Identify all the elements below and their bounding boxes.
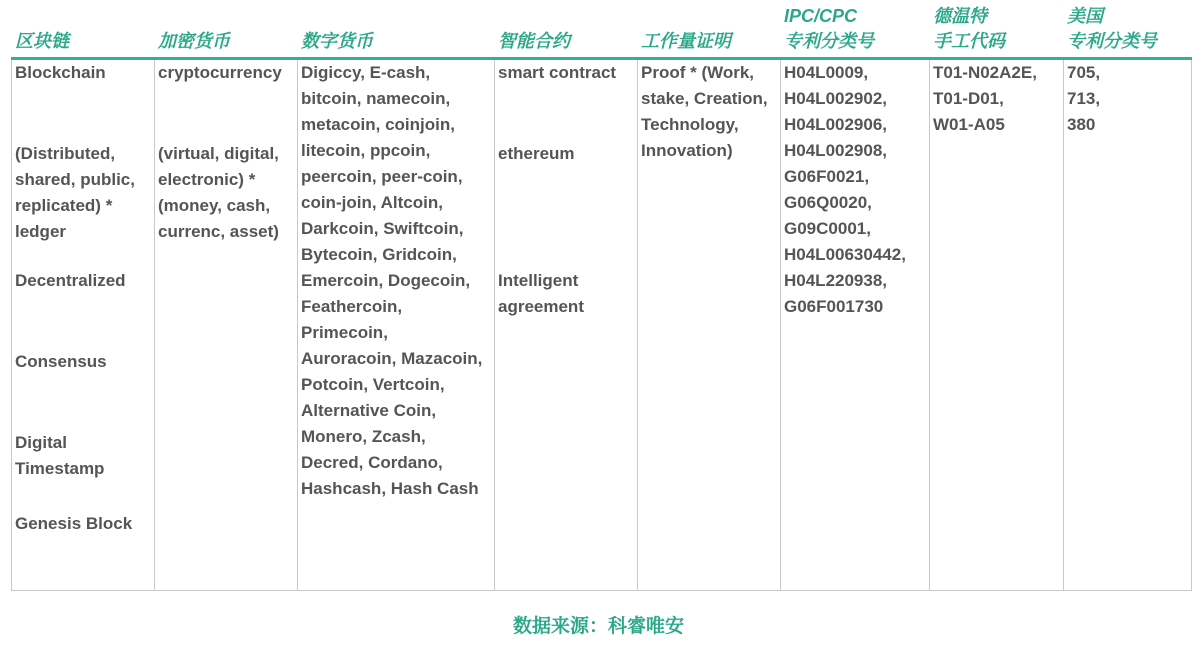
cell-genesis-block: Genesis Block [15, 514, 133, 533]
column-proof-of-work [638, 60, 781, 590]
column-digital-currency [298, 60, 495, 590]
header-ipc-cpc: IPC/CPC 专利分类号 [784, 6, 874, 51]
table-bottom-border [11, 590, 1192, 591]
column-blockchain [11, 60, 155, 590]
column-cryptocurrency [155, 60, 298, 590]
header-smart-contract: 智能合约 [498, 31, 570, 51]
header-cryptocurrency: 加密货币 [158, 31, 230, 51]
column-us-class [1064, 60, 1192, 590]
cell-intelligent-agreement: Intelligent agreement [498, 271, 584, 316]
column-smart-contract [495, 60, 638, 590]
header-us-class: 美国 专利分类号 [1067, 6, 1157, 51]
cell-us-codes: 705, 713, 380 [1067, 63, 1101, 134]
data-source-caption: 数据来源：科睿唯安 [512, 616, 684, 637]
header-derwent: 德温特 手工代码 [933, 6, 1005, 51]
cell-digital-timestamp: Digital Timestamp [15, 433, 105, 478]
cell-ethereum: ethereum [498, 144, 575, 163]
cell-ipc-codes: H04L0009, H04L002902, H04L002906, H04L002908, G06F0021, G06Q0020, G09C0001, H04L00630442, H04L220938, G06F001730 [784, 63, 906, 316]
header-row [11, 0, 1192, 58]
column-ipc-cpc [781, 60, 930, 590]
cell-proof: Proof * (Work, stake, Creation, Technology, Innovation) [641, 63, 768, 160]
keyword-table [11, 0, 1192, 591]
cell-ledger: (Distributed, shared, public, replicated) * ledger [15, 144, 135, 241]
cell-coin-list: Digiccy, E-cash, bitcoin, namecoin, metacoin, coinjoin, litecoin, ppcoin, peercoin, peer-coin, coin-join, Altcoin, Darkcoin, Swiftcoin, Bytecoin, Gridcoin, Emercoin, Dogecoin, Feathercoin, Primecoin, Auroracoin, Mazacoin, Potcoin, Vertcoin, Alternative Coin, Monero, Zcash, Decred, Cordano, Hashcash, Hash Cash [301, 63, 483, 498]
cell-consensus: Consensus [15, 352, 107, 371]
header-proof-of-work: 工作量证明 [641, 31, 731, 51]
cell-virtual-money: (virtual, digital, electronic) * (money, cash, currenc, asset) [158, 144, 279, 241]
cell-blockchain: Blockchain [15, 63, 106, 82]
column-derwent [930, 60, 1064, 590]
header-blockchain: 区块链 [15, 31, 69, 51]
cell-derwent-codes: T01-N02A2E, T01-D01, W01-A05 [933, 63, 1037, 134]
cell-smart-contract: smart contract [498, 63, 617, 82]
header-digital-currency: 数字货币 [301, 31, 373, 51]
cell-decentralized: Decentralized [15, 271, 126, 290]
cell-cryptocurrency: cryptocurrency [158, 63, 282, 82]
